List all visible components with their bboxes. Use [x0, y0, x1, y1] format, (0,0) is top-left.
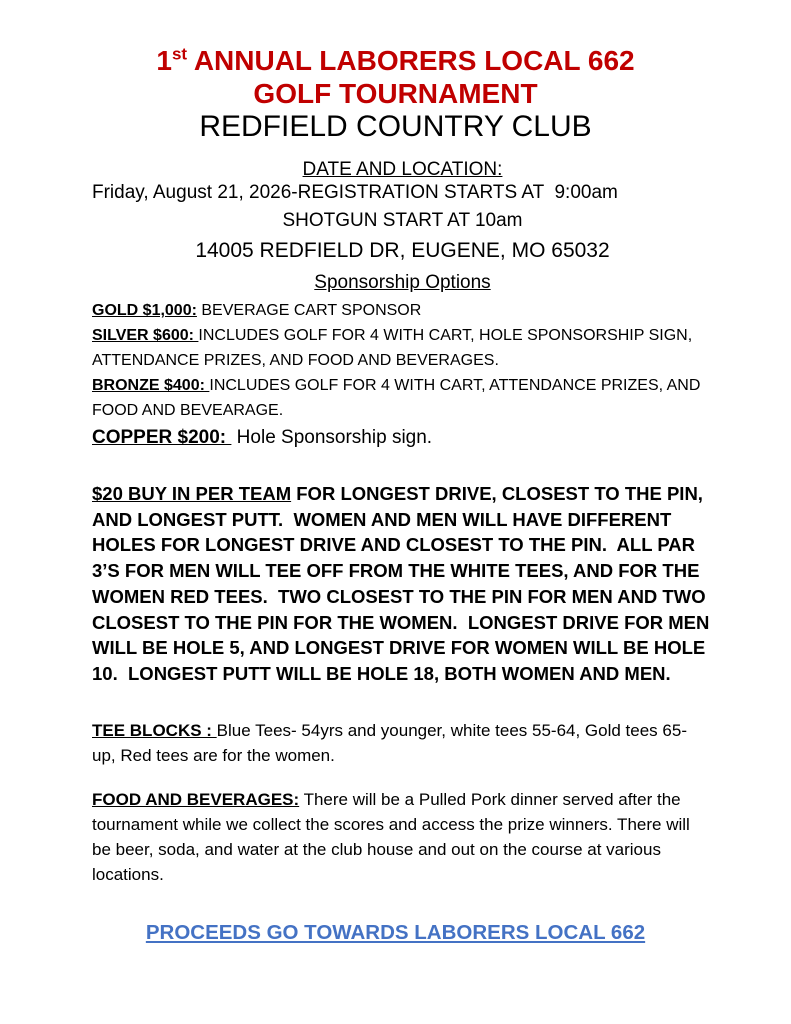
title-line-1-number: 1 [156, 45, 172, 76]
sponsor-tier-silver-desc: INCLUDES GOLF FOR 4 WITH CART, HOLE SPONSORSHIP SIGN, ATTENDANCE PRIZES, AND FOOD AND BEVERAGES. [92, 327, 696, 369]
tee-blocks-text: Blue Tees- 54yrs and younger, white tees 55-64, Gold tees 65- up, Red tees are for the women. [92, 720, 692, 765]
sponsor-tier-bronze [92, 373, 713, 423]
buy-in-paragraph [92, 481, 713, 687]
tee-blocks-label: TEE BLOCKS : [92, 720, 217, 740]
buy-in-text: FOR LONGEST DRIVE, CLOSEST TO THE PIN, AND LONGEST PUTT. WOMEN AND MEN WILL HAVE DIFFERENT HOLES FOR LONGEST DRIVE AND CLOSEST TO THE PIN. ALL PAR 3’S FOR MEN WILL TEE OFF FROM THE WHITE TEES, AND FOR THE WOMEN RED TEES. TWO CLOSEST TO THE PIN FOR MEN AND TWO CLOSEST TO THE PIN FOR THE WOMEN. LONGEST DRIVE FOR MEN WILL BE HOLE 5, AND LONGEST DRIVE FOR WOMEN WILL BE HOLE 10. LONGEST PUTT WILL BE HOLE 18, BOTH WOMEN AND MEN. [92, 483, 715, 684]
sponsor-tier-silver-label: SILVER $600: [92, 327, 199, 344]
sponsor-tier-bronze-desc: INCLUDES GOLF FOR 4 WITH CART, ATTENDANCE PRIZES, AND FOOD AND BEVEARAGE. [92, 377, 705, 419]
sponsorship-heading: Sponsorship Options [314, 272, 491, 293]
proceeds-line: PROCEEDS GO TOWARDS LABORERS LOCAL 662 [145, 920, 646, 944]
title-line-1-text: ANNUAL LABORERS LOCAL 662 [187, 45, 635, 76]
sponsor-tier-gold-label: GOLD $1,000: [92, 302, 197, 319]
food-beverages-paragraph [92, 787, 713, 887]
sponsorship-section [92, 271, 713, 452]
title-block [0, 44, 791, 144]
shotgun-start-line: SHOTGUN START AT 10am [282, 210, 523, 231]
sponsor-tier-gold [92, 298, 713, 323]
buy-in-label: $20 BUY IN PER TEAM [92, 483, 292, 504]
date-location-section [92, 158, 713, 264]
sponsor-tier-copper-label: COPPER $200: [92, 427, 232, 448]
date-location-heading: DATE AND LOCATION: [302, 159, 503, 180]
title-ordinal-superscript: st [171, 44, 188, 64]
date-registration-line: Friday, August 21, 2026-REGISTRATION STARTS AT 9:00am [92, 182, 618, 203]
sponsor-tier-gold-desc: BEVERAGE CART SPONSOR [196, 302, 422, 319]
venue-address-line: 14005 REDFIELD DR, EUGENE, MO 65032 [195, 239, 610, 262]
food-beverages-label: FOOD AND BEVERAGES: [92, 789, 300, 809]
sponsor-tier-silver [92, 323, 713, 373]
sponsor-tier-bronze-label: BRONZE $400: [92, 377, 210, 394]
title-line-3-venue: REDFIELD COUNTRY CLUB [199, 110, 592, 143]
sponsor-tier-copper [92, 424, 713, 452]
title-line-1 [0, 44, 791, 77]
sponsor-tier-copper-desc: Hole Sponsorship sign. [231, 427, 433, 448]
title-line-2: GOLF TOURNAMENT [253, 78, 538, 109]
food-beverages-text: There will be a Pulled Pork dinner served after the tournament while we collect the scores and access the prize winners. There will be beer, soda, and water at the club house and out on the course at various locations. [92, 789, 695, 884]
tee-blocks-paragraph [92, 718, 713, 768]
